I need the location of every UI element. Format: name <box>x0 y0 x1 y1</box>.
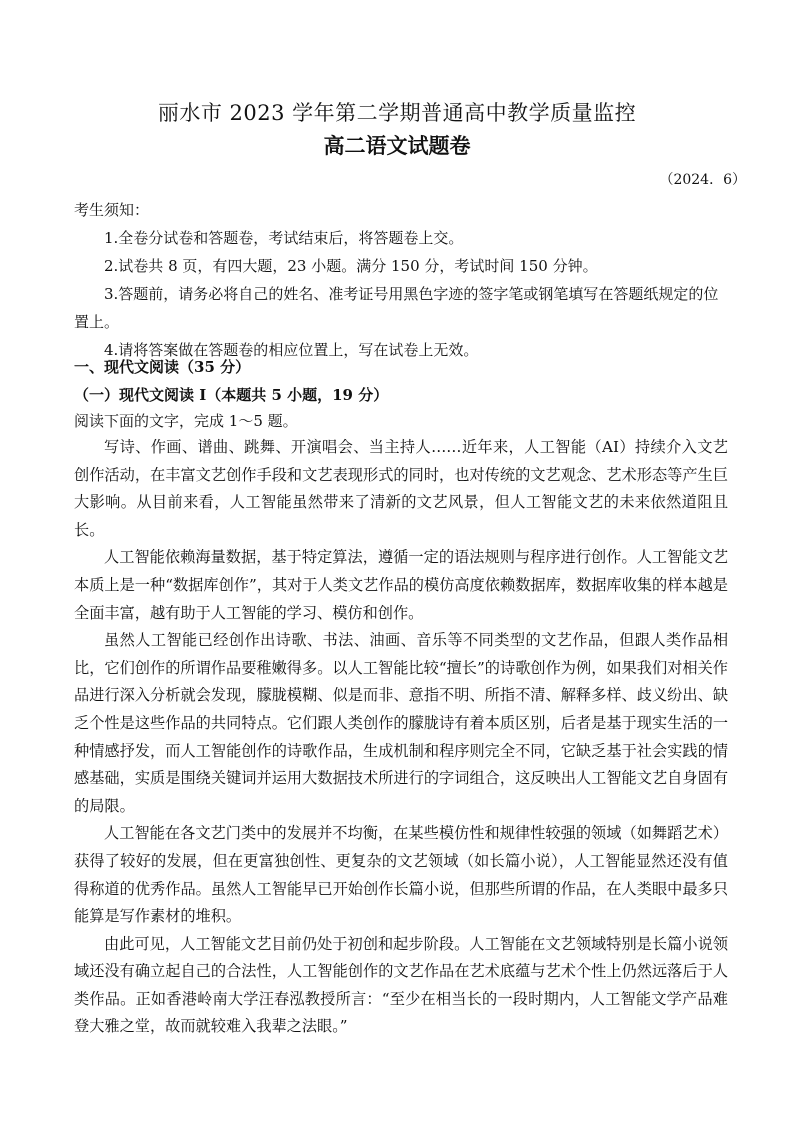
notice-item: 3.答题前，请务必将自己的姓名、准考证号用黑色字迹的签字笔或钢笔填写在答题纸规定的位置上。 <box>74 285 719 331</box>
exam-subtitle: 高二语文试题卷 <box>323 133 471 158</box>
reading-passage <box>74 434 728 1041</box>
exam-title: 丽水市 2023 学年第二学期普通高中教学质量监控 <box>157 101 637 125</box>
passage-paragraph: 人工智能在各文艺门类中的发展并不均衡，在某些模仿性和规律性较强的领域（如舞蹈艺术）获得了较好的发展，但在更富独创性、更复杂的文艺领域（如长篇小说），人工智能显然还没有值得称道的优秀作品。虽然人工智能早已开始创作长篇小说，但那些所谓的作品，在人类眼中最多只能算是写作素材的堆积。 <box>74 824 728 926</box>
passage-paragraph: 人工智能依赖海量数据，基于特定算法，遵循一定的语法规则与程序进行创作。人工智能文艺本质上是一种“数据库创作”，其对于人类文艺作品的模仿高度依赖数据库，数据库收集的样本越是全面丰富，越有助于人工智能的学习、模仿和创作。 <box>74 548 728 622</box>
candidate-notice <box>74 196 728 364</box>
section-heading: 一、现代文阅读（35 分） <box>74 358 251 376</box>
subsection-heading: （一）现代文阅读 I（本题共 5 小题，19 分） <box>74 386 389 404</box>
notice-heading: 考生须知： <box>74 201 150 219</box>
notice-item: 1.全卷分试卷和答题卷，考试结束后，将答题卷上交。 <box>104 229 464 247</box>
passage-paragraph: 虽然人工智能已经创作出诗歌、书法、油画、音乐等不同类型的文艺作品，但跟人类作品相比，它们创作的所谓作品要稚嫩得多。以人工智能比较“擅长”的诗歌创作为例，如果我们对相关作品进行深入分析就会发现，朦胧模糊、似是而非、意指不明、所指不清、解释多样、歧义纷出、缺乏个性是这些作品的共同特点。它们跟人类创作的朦胧诗有着本质区别，后者是基于现实生活的一种情感抒发，而人工智能创作的诗歌作品，生成机制和程序则完全不同，它缺乏基于社会实践的情感基础，实质是围绕关键词并运用大数据技术所进行的字词组合，这反映出人工智能文艺自身固有的局限。 <box>74 631 728 815</box>
passage-paragraph: 写诗、作画、谱曲、跳舞、开演唱会、当主持人……近年来，人工智能（AI）持续介入文艺创作活动，在丰富文艺创作手段和文艺表现形式的同时，也对传统的文艺观念、艺术形态等产生巨大影响。从目前来看，人工智能虽然带来了清新的文艺风景，但人工智能文艺的未来依然道阻且长。 <box>74 438 728 539</box>
notice-item: 4.请将答案做在答题卷的相应位置上，写在试卷上无效。 <box>104 341 479 359</box>
exam-date: （2024．6） <box>659 172 746 188</box>
notice-item: 2.试卷共 8 页，有四大题，23 小题。满分 150 分，考试时间 150 分钟。 <box>104 257 598 275</box>
passage-paragraph: 由此可见，人工智能文艺目前仍处于初创和起步阶段。人工智能在文艺领域特别是长篇小说领域还没有确立起自己的合法性，人工智能创作的文艺作品在艺术底蕴与艺术个性上仍然远落后于人类作品。正如香港岭南大学汪春泓教授所言：“至少在相当长的一段时期内，人工智能文学产品难登大雅之堂，故而就较难入我辈之法眼。” <box>74 934 728 1036</box>
reading-instruction: 阅读下面的文字，完成 1～5 题。 <box>74 412 298 430</box>
